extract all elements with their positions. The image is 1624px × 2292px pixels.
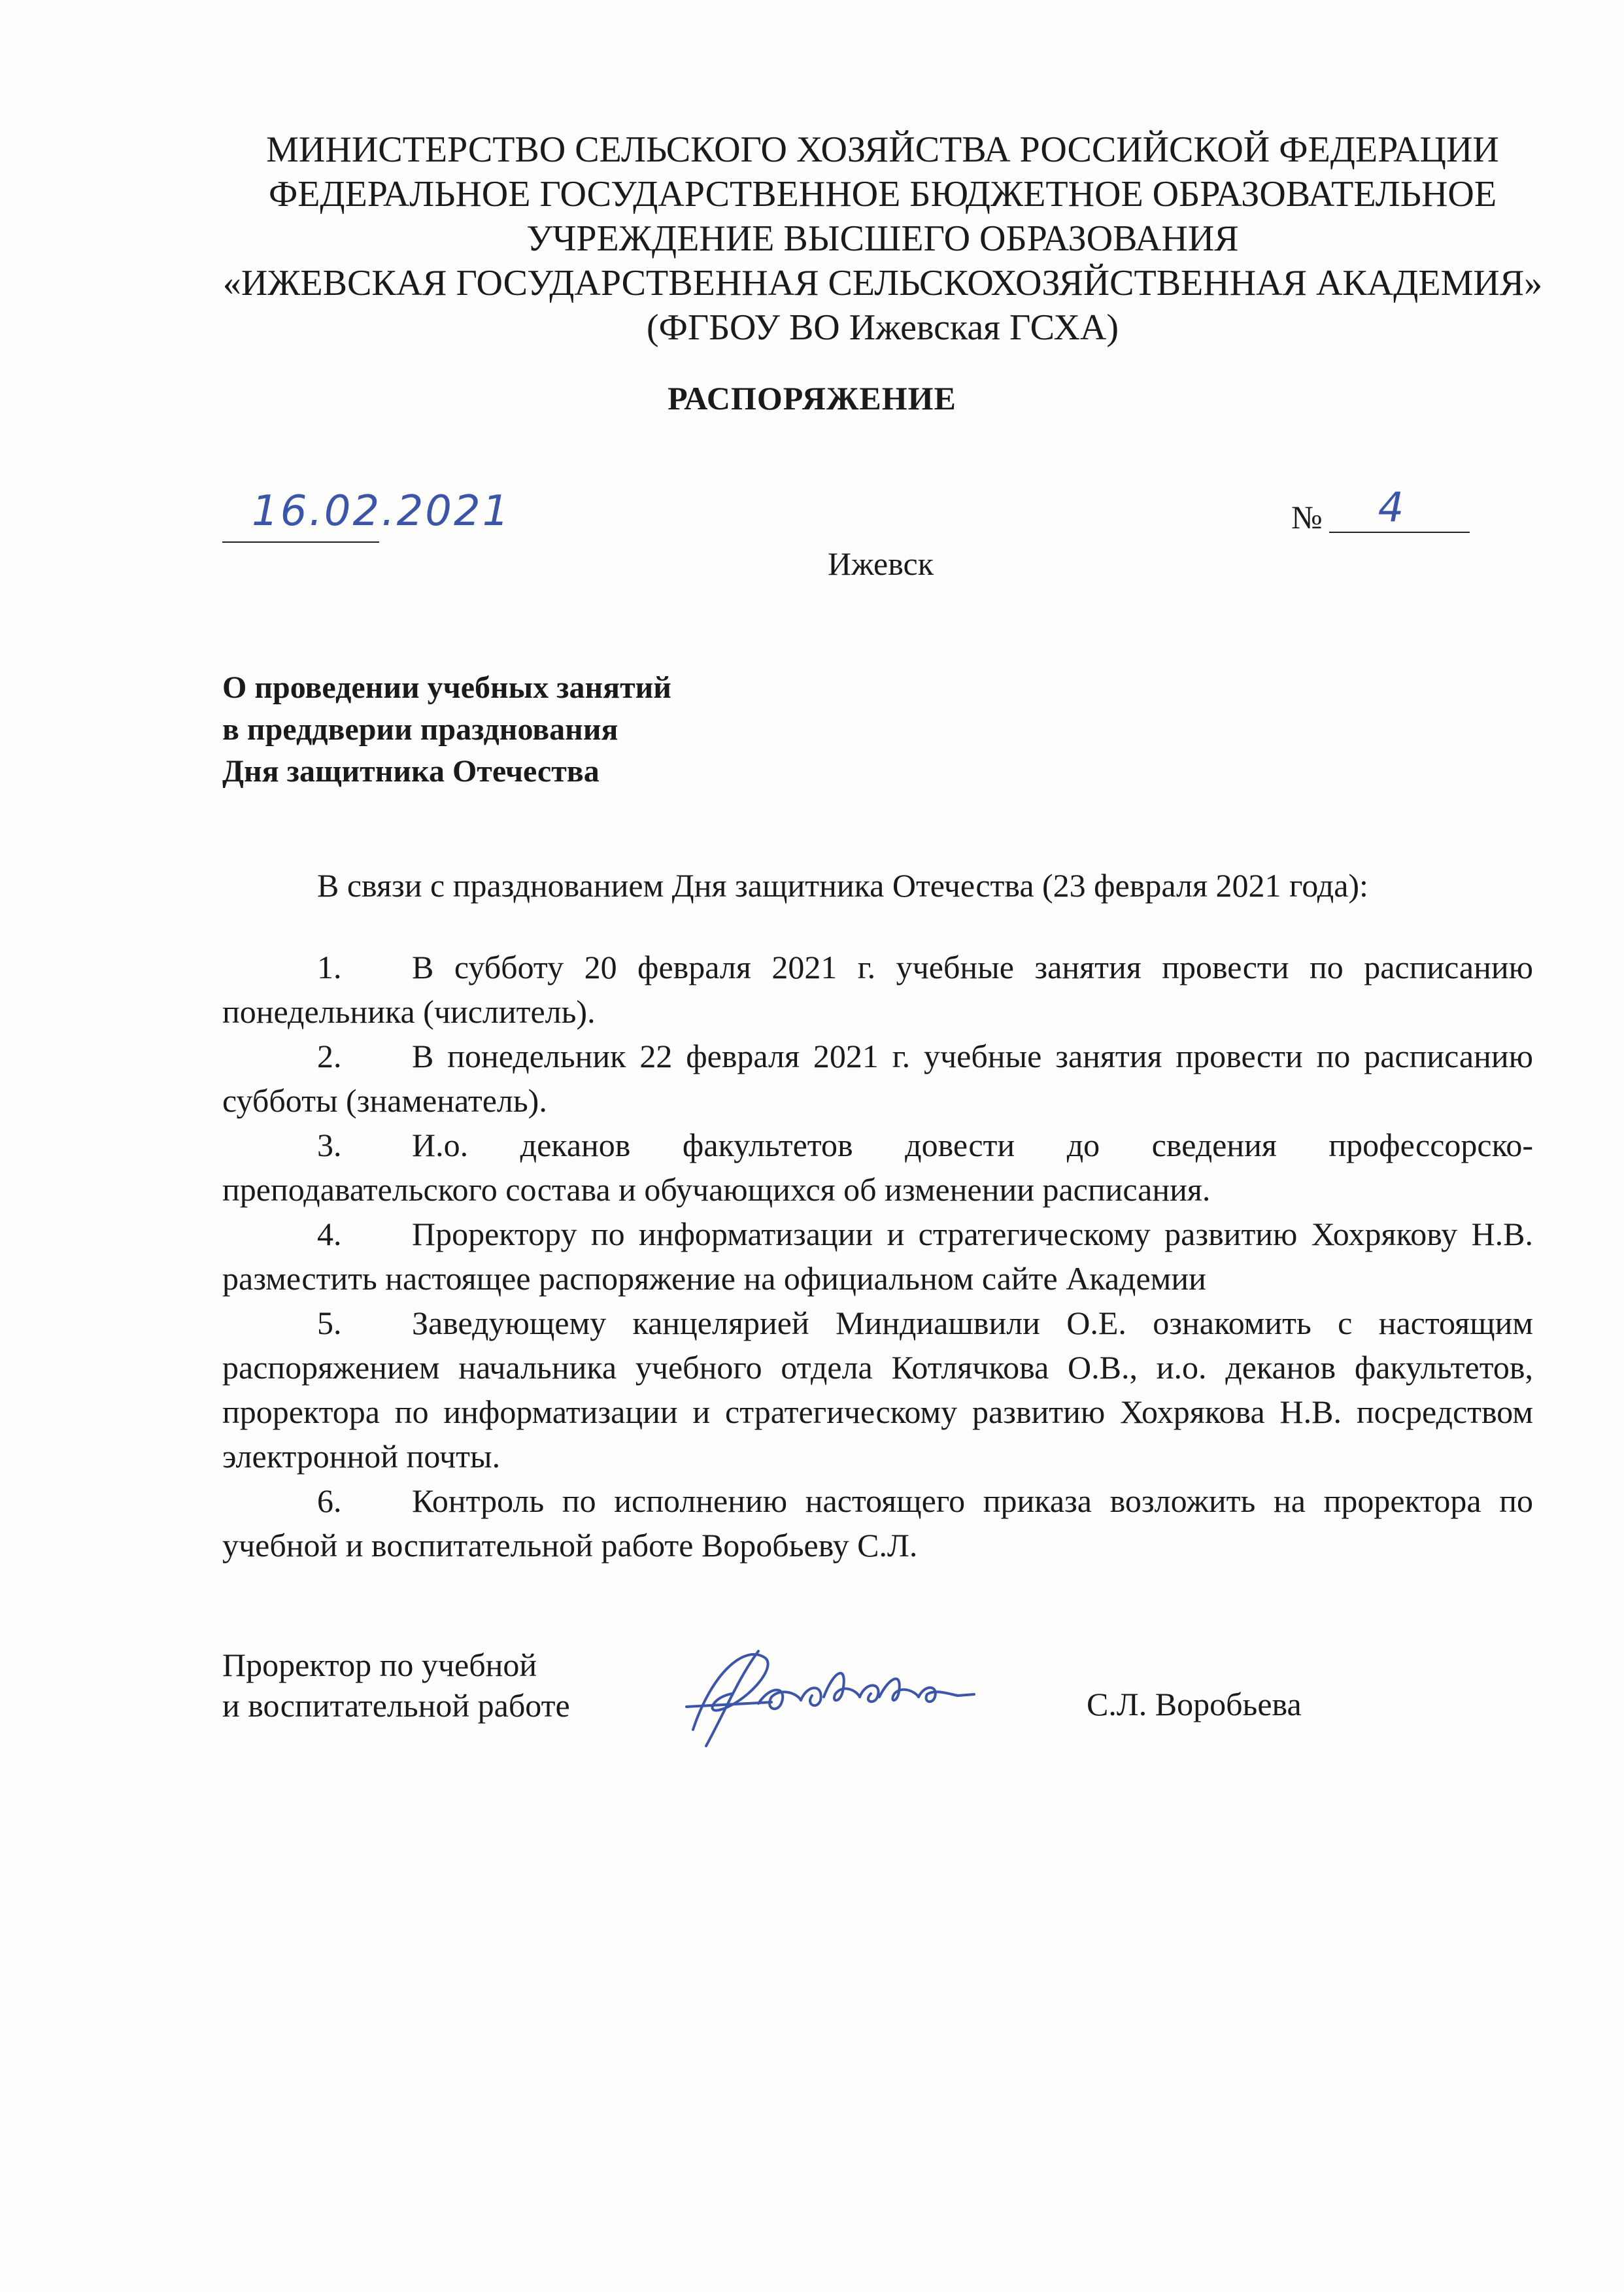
item-text: В понедельник 22 февраля 2021 г. учебные занятия провести по расписанию субботы (знаменатель). — [222, 1038, 1533, 1119]
letterhead — [196, 128, 1569, 350]
order-item — [222, 1123, 1533, 1212]
letterhead-line-institution-type: ФЕДЕРАЛЬНОЕ ГОСУДАРСТВЕННОЕ БЮДЖЕТНОЕ ОБРАЗОВАТЕЛЬНОЕ — [268, 174, 1497, 214]
item-text: Контроль по исполнению настоящего приказа возложить на проректора по учебной и воспитательной работе Воробьеву С.Л. — [222, 1482, 1533, 1564]
order-item — [222, 945, 1533, 1034]
document-city: Ижевск — [828, 545, 934, 582]
item-number: 6. — [317, 1482, 342, 1519]
order-item — [222, 1212, 1533, 1301]
item-number: 4. — [317, 1216, 342, 1252]
item-number: 3. — [317, 1127, 342, 1163]
handwritten-number: 4 — [1378, 483, 1404, 531]
item-text: Проректору по информатизации и стратегическому развитию Хохрякову Н.В. разместить настоящее распоряжение на официальном сайте Академии — [222, 1216, 1533, 1297]
item-text: И.о. деканов факультетов довести до сведения профессорско-преподавательского состава и обучающихся об изменении расписания. — [222, 1127, 1533, 1208]
signatory-name: С.Л. Воробьева — [1087, 1686, 1302, 1722]
date-underline — [222, 541, 379, 543]
handwritten-signature — [667, 1632, 994, 1756]
subject-line: О проведении учебных занятий — [222, 670, 671, 705]
item-text: Заведующему канцелярией Миндиашвили О.Е. ознакомить с настоящим распоряжением начальника учебного отдела Котлячкова О.В., и.о. деканов факультетов, проректора по информатизации и стратегическому развитию Хохрякова Н.В. посредством электронной почты. — [222, 1305, 1533, 1475]
letterhead-line-ministry: МИНИСТЕРСТВО СЕЛЬСКОГО ХОЗЯЙСТВА РОССИЙСКОЙ ФЕДЕРАЦИИ — [266, 129, 1499, 170]
item-number: 5. — [317, 1305, 342, 1341]
intro-paragraph: В связи с празднованием Дня защитника Отечества (23 февраля 2021 года): — [317, 867, 1368, 904]
order-item — [222, 1301, 1533, 1479]
document-date-field — [222, 487, 511, 543]
signatory-title — [222, 1645, 570, 1726]
number-sign: № — [1291, 499, 1323, 536]
letterhead-line-institution-name: «ИЖЕВСКАЯ ГОСУДАРСТВЕННАЯ СЕЛЬСКОХОЗЯЙСТВЕННАЯ АКАДЕМИЯ» — [222, 263, 1543, 303]
item-number: 2. — [317, 1038, 342, 1074]
handwritten-date: 16.02.2021 — [252, 487, 511, 536]
order-items-list — [222, 945, 1533, 1567]
order-item — [222, 1479, 1533, 1567]
item-text: В субботу 20 февраля 2021 г. учебные занятия провести по расписанию понедельника (числитель). — [222, 949, 1533, 1030]
subject-line: в преддверии празднования — [222, 712, 618, 747]
subject-line: Дня защитника Отечества — [222, 754, 600, 789]
document-subject — [222, 667, 671, 793]
document-number-field — [1291, 483, 1470, 543]
letterhead-line-education-level: УЧРЕЖДЕНИЕ ВЫСШЕГО ОБРАЗОВАНИЯ — [526, 218, 1239, 259]
signatory-title-line: Проректор по учебной — [222, 1647, 537, 1683]
order-item — [222, 1034, 1533, 1123]
letterhead-line-abbreviation: (ФГБОУ ВО Ижевская ГСХА) — [646, 307, 1119, 348]
number-underline — [1329, 483, 1470, 533]
signatory-title-line: и воспитательной работе — [222, 1687, 570, 1724]
document-type-title: РАСПОРЯЖЕНИЕ — [668, 380, 956, 417]
item-number: 1. — [317, 949, 342, 985]
